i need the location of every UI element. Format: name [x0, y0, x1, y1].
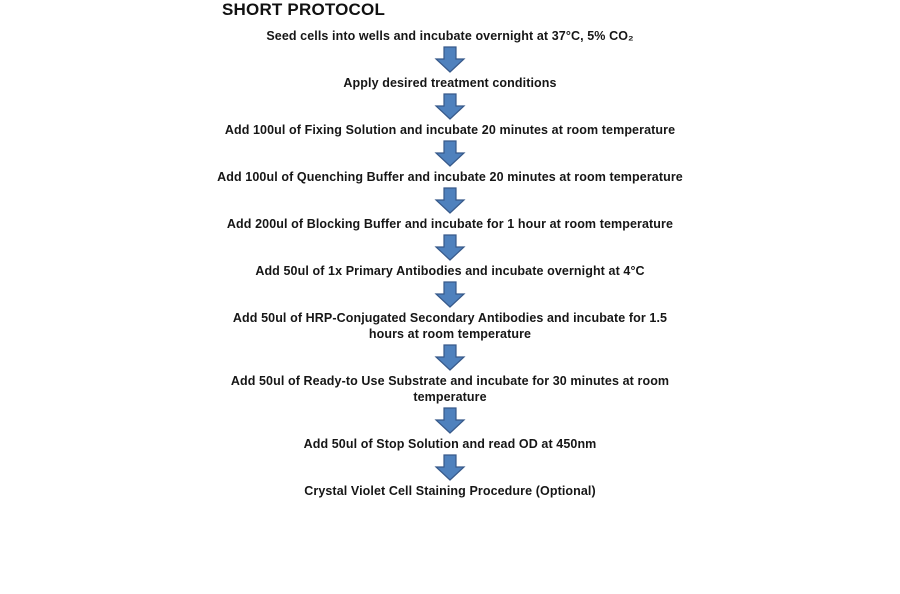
down-arrow-icon [433, 454, 467, 482]
protocol-flow [0, 28, 900, 499]
down-arrow-icon [433, 407, 467, 435]
protocol-step: Apply desired treatment conditions [343, 76, 557, 90]
page-title: SHORT PROTOCOL [222, 0, 386, 19]
protocol-step: Add 200ul of Blocking Buffer and incubate for 1 hour at room temperature [226, 217, 674, 231]
protocol-step: Add 100ul of Quenching Buffer and incubate 20 minutes at room temperature [217, 170, 683, 184]
down-arrow-icon [433, 281, 467, 309]
down-arrow-icon [433, 187, 467, 215]
down-arrow-icon [433, 344, 467, 372]
down-arrow-icon [433, 46, 467, 74]
protocol-step: Add 50ul of Stop Solution and read OD at 450nm [303, 437, 597, 451]
down-arrow-icon [433, 93, 467, 121]
down-arrow-icon [433, 234, 467, 262]
protocol-step: Seed cells into wells and incubate overnight at 37°C, 5% CO₂ [266, 29, 634, 43]
protocol-step: Add 50ul of Ready-to Use Substrate and incubate for 30 minutes at room temperature [230, 374, 670, 404]
protocol-step: Add 50ul of 1x Primary Antibodies and incubate overnight at 4°C [255, 264, 645, 278]
down-arrow-icon [433, 140, 467, 168]
protocol-step: Add 100ul of Fixing Solution and incubate 20 minutes at room temperature [224, 123, 676, 137]
protocol-step: Add 50ul of HRP-Conjugated Secondary Antibodies and incubate for 1.5 hours at room temperature [232, 311, 668, 341]
protocol-step: Crystal Violet Cell Staining Procedure (Optional) [304, 484, 596, 498]
